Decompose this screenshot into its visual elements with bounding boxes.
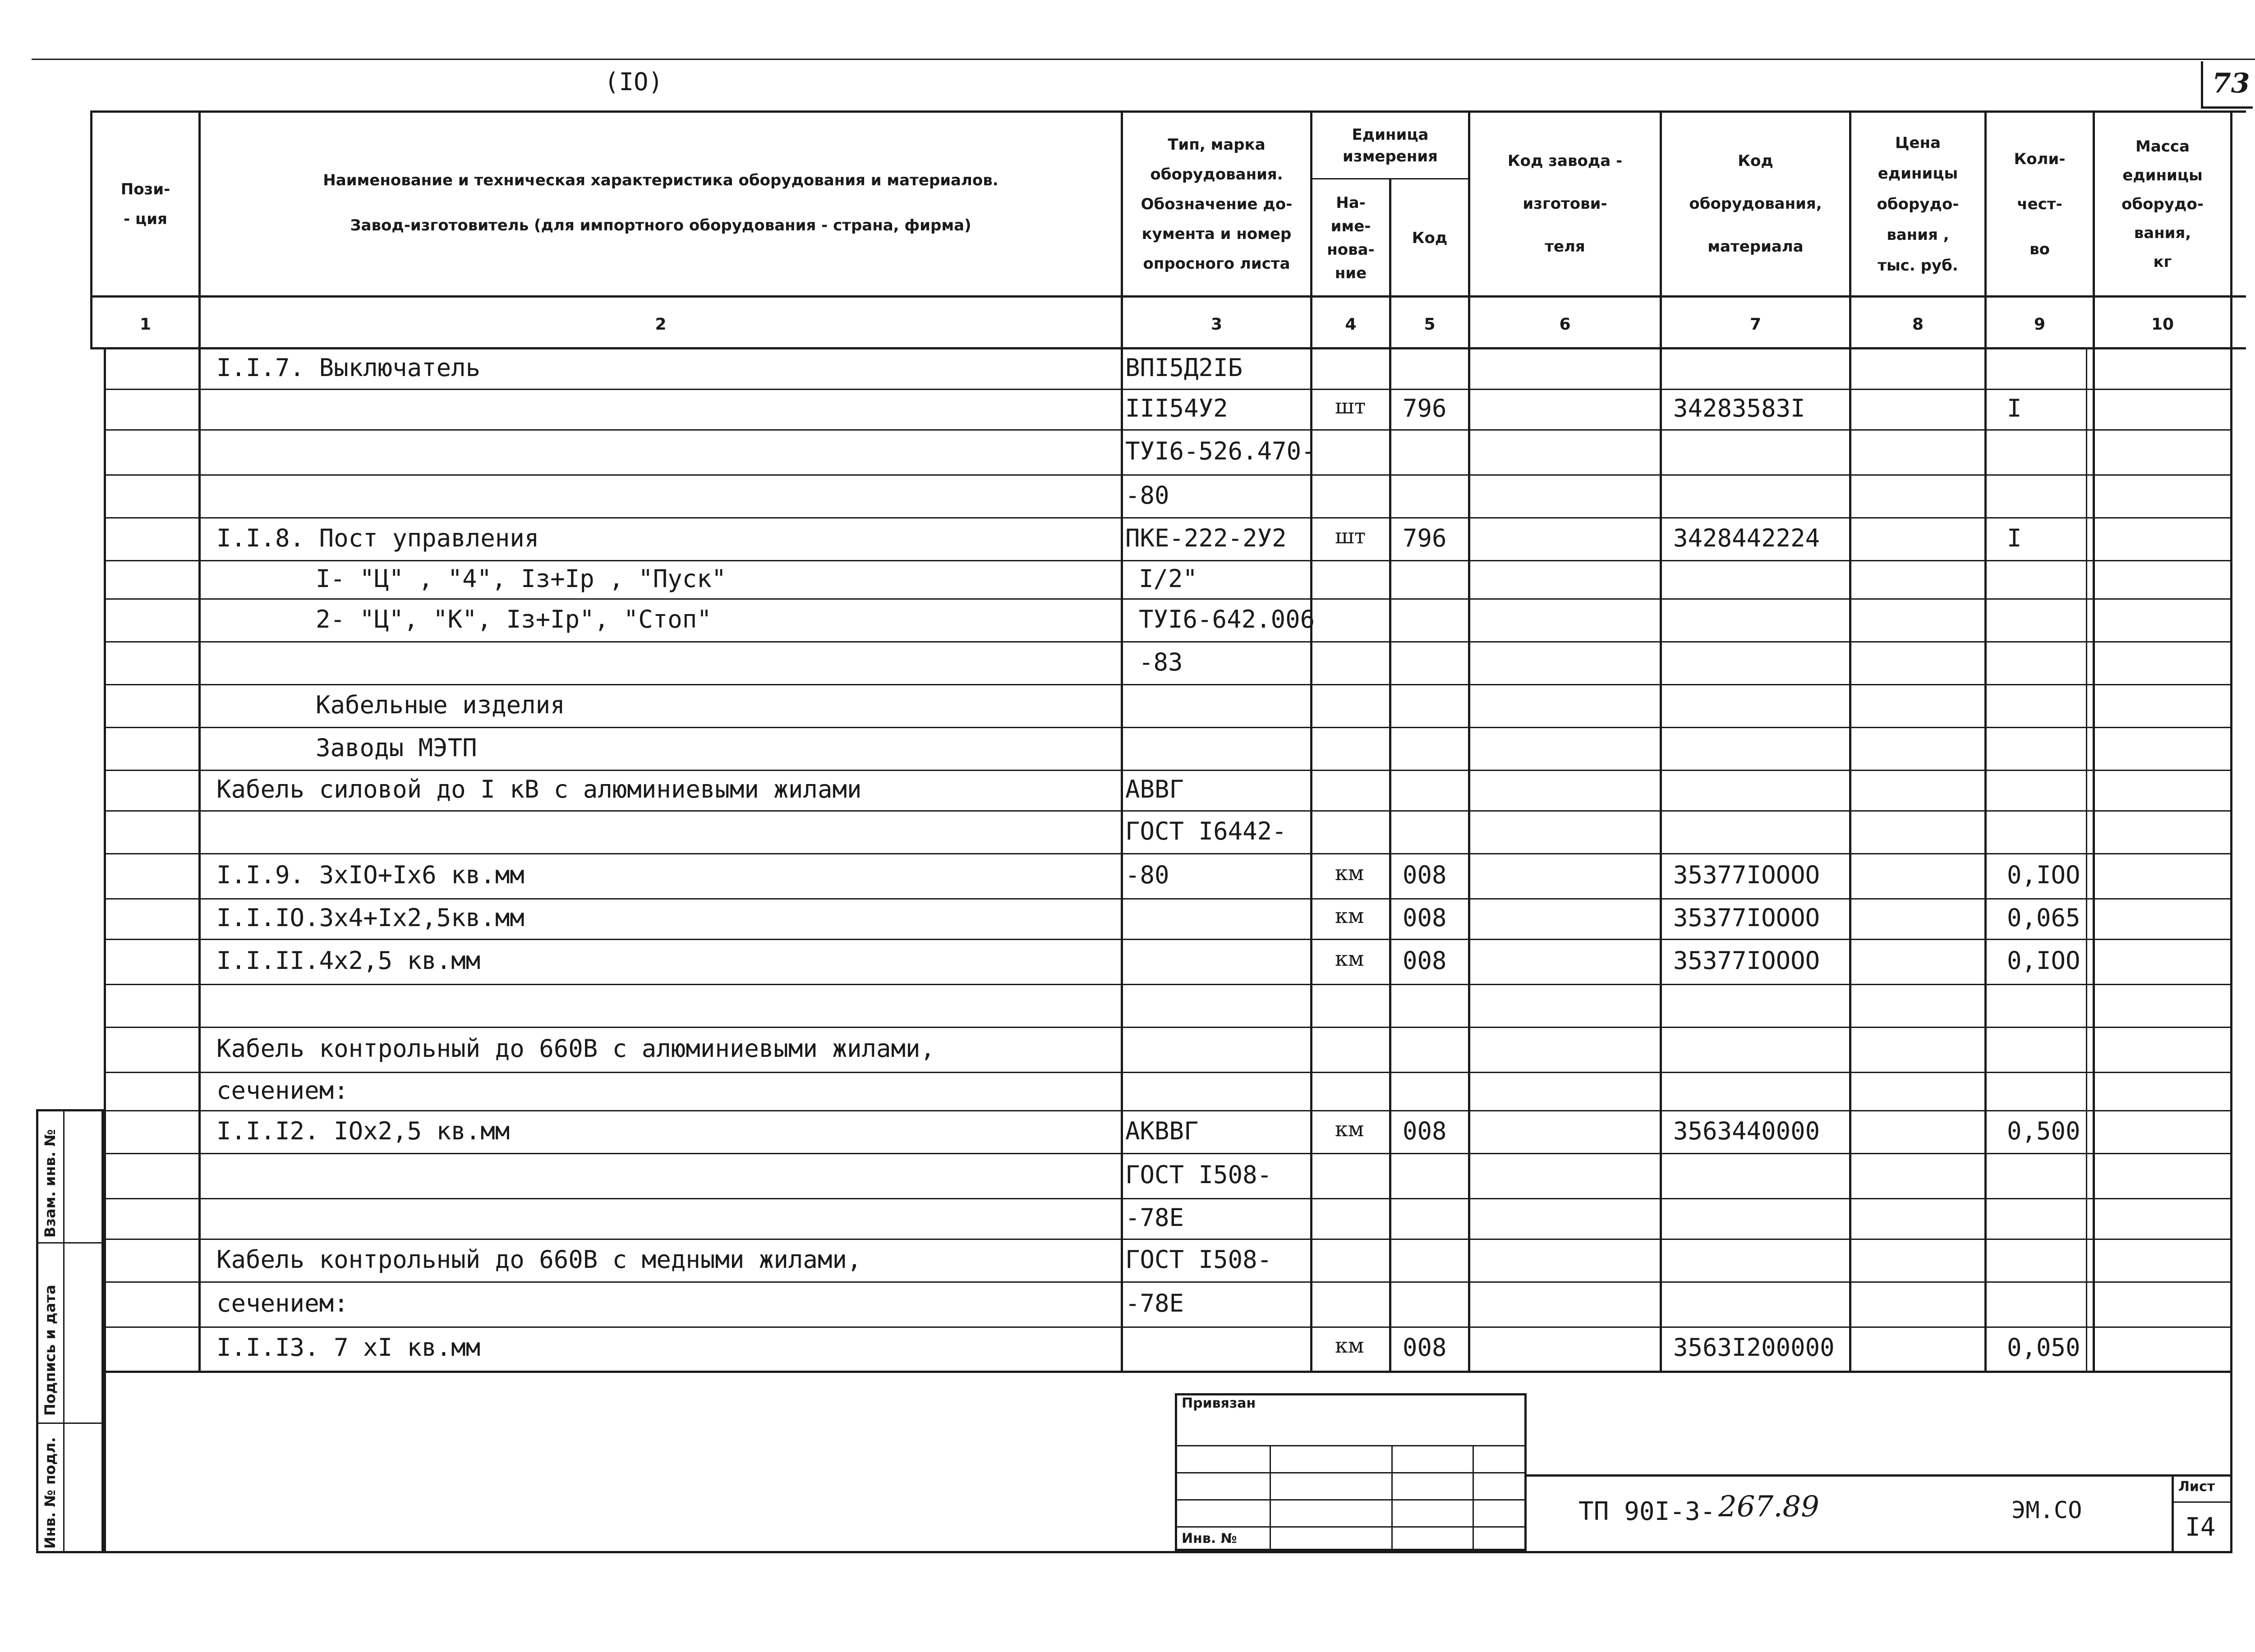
row-13-c3: -80: [1125, 861, 1169, 889]
header-unit-group: [1312, 113, 1468, 178]
header-price: [1851, 113, 1984, 295]
row-divider: [106, 474, 2230, 476]
row-divider: [106, 939, 2230, 940]
header-type-line5: опросного листа: [1143, 254, 1290, 273]
header-name-line1: Наименование и техническая характеристика оборудования и материалов.: [323, 171, 999, 189]
row-19-c3: АКВВГ: [1125, 1116, 1199, 1145]
row-2-c9: I: [2007, 394, 2022, 422]
row-15-c5: 008: [1403, 946, 1447, 975]
row-divider: [106, 1110, 2230, 1111]
row-divider: [106, 984, 2230, 985]
column-number-5: 5: [1424, 315, 1436, 334]
header-quantity-line3: во: [2030, 240, 2050, 258]
row-13-c5: 008: [1403, 861, 1447, 889]
row-19-c2: I.I.I2. IOx2,5 кв.мм: [216, 1116, 510, 1145]
header-price-line3: оборудо-: [1877, 195, 1959, 213]
row-14-c5: 008: [1403, 904, 1447, 932]
header-type: [1123, 113, 1310, 295]
side-stamp-inv-podl: Инв. № подл.: [41, 1437, 59, 1549]
row-14-c2: I.I.IO.3x4+Ix2,5кв.мм: [216, 904, 525, 932]
header-price-line5: тыс. руб.: [1878, 256, 1958, 275]
column-number-4: 4: [1345, 315, 1357, 334]
header-position-line2: - ция: [124, 210, 167, 228]
header-mass-line3: оборудо-: [2122, 195, 2204, 213]
row-23-c3: -78Е: [1125, 1289, 1184, 1317]
header-mass-line5: кг: [2153, 252, 2172, 271]
side-stamp-vzam: Взам. инв. №: [41, 1129, 59, 1238]
row-divider: [106, 560, 2230, 561]
row-5-c3: ПКЕ-222-2У2: [1125, 523, 1287, 552]
header-material-line2: оборудования,: [1689, 195, 1822, 213]
row-divider: [106, 641, 2230, 642]
row-2-c4: шт: [1335, 394, 1366, 418]
row-14-c4: км: [1335, 904, 1364, 928]
header-type-line1: Тип, марка: [1168, 135, 1266, 154]
row-17-c2: Кабель контрольный до 660В с алюминиевыми жилами,: [216, 1034, 935, 1063]
row-14-c7: 35377IOOOO: [1673, 904, 1820, 932]
header-unit-line1: Единица: [1352, 125, 1429, 144]
row-5-c2: I.I.8. Пост управления: [216, 523, 539, 552]
stamp-doc-code: ТП 90I-3-: [1578, 1497, 1716, 1526]
header-unit-name-line4: ние: [1335, 264, 1367, 282]
column-number-2: 2: [655, 315, 667, 334]
header-factory-line1: Код завода -: [1507, 152, 1623, 170]
row-divider: [106, 684, 2230, 685]
stamp-inv-label: Инв. №: [1182, 1531, 1237, 1546]
header-unit-line2: измерения: [1343, 147, 1438, 165]
header-type-line3: Обозначение до-: [1141, 195, 1293, 213]
column-number-7: 7: [1749, 315, 1762, 334]
row-divider: [106, 1072, 2230, 1073]
column-number-6: 6: [1559, 315, 1571, 334]
header-factory-code: [1470, 113, 1660, 295]
row-19-c7: 3563440000: [1673, 1116, 1820, 1145]
row-13-c7: 35377IOOOO: [1673, 861, 1820, 889]
row-2-c3: III54У2: [1125, 394, 1228, 422]
row-divider: [106, 853, 2230, 854]
row-4-c3: -80: [1125, 481, 1169, 509]
header-unit-code: Код: [1412, 229, 1448, 247]
row-divider: [106, 770, 2230, 771]
row-5-c7: 3428442224: [1673, 523, 1820, 552]
sheet-corner-number: 73: [2212, 68, 2250, 99]
row-divider: [106, 727, 2230, 728]
header-quantity: [1987, 113, 2093, 295]
header-material-line3: материала: [1707, 238, 1804, 256]
header-type-line4: кумента и номер: [1141, 225, 1292, 243]
row-15-c4: км: [1335, 946, 1364, 971]
row-divider: [106, 1281, 2230, 1283]
row-1-c2: I.I.7. Выключатель: [216, 353, 481, 382]
header-quantity-line1: Коли-: [2014, 150, 2066, 168]
header-material-line1: Код: [1738, 152, 1773, 170]
row-1-c3: ВПI5Д2IБ: [1125, 353, 1243, 382]
row-7-c3: ТУI6-642.006: [1139, 605, 1315, 633]
header-factory-line3: теля: [1545, 238, 1585, 256]
row-13-c2: I.I.9. 3xIO+Ix6 кв.мм: [216, 861, 525, 889]
row-6-c3: I/2": [1139, 564, 1198, 593]
row-21-c3: -78Е: [1125, 1203, 1184, 1232]
stamp-doc-code-handwritten: 267.89: [1718, 1490, 1819, 1524]
row-22-c3: ГОСТ I508-: [1125, 1245, 1272, 1274]
header-unit-name-line3: нова-: [1327, 240, 1375, 259]
stamp-doc-suffix: ЭМ.СО: [2011, 1497, 2082, 1524]
row-divider: [106, 1153, 2230, 1154]
row-divider: [106, 1198, 2230, 1199]
header-position-line1: Пози-: [120, 180, 170, 198]
row-divider: [106, 389, 2230, 390]
row-10-c2: Заводы МЭТП: [316, 733, 477, 762]
row-19-c10: 0,500: [2007, 1116, 2080, 1145]
header-quantity-line2: чест-: [2017, 195, 2062, 213]
row-13-c10: 0,IOO: [2007, 861, 2080, 889]
stamp-privyazan-label: Привязан: [1182, 1395, 1256, 1411]
row-2-c5: 796: [1403, 394, 1447, 422]
row-15-c10: 0,IOO: [2007, 946, 2080, 975]
row-20-c3: ГОСТ I508-: [1125, 1161, 1272, 1189]
row-24-c4: км: [1335, 1333, 1364, 1358]
row-divider: [106, 810, 2230, 812]
header-mass-line1: Масса: [2135, 137, 2190, 156]
row-6-c2: I- "Ц" , "4", Iз+Iр , "Пуск": [316, 564, 727, 593]
column-number-1: 1: [139, 315, 152, 334]
column-number-10: 10: [2151, 315, 2174, 334]
header-type-line2: оборудования.: [1150, 165, 1283, 184]
header-price-line2: единицы: [1878, 164, 1958, 183]
header-price-line1: Цена: [1895, 133, 1941, 152]
stamp-sheet-number: I4: [2185, 1513, 2216, 1542]
header-unit-name: [1312, 180, 1389, 295]
column-number-8: 8: [1912, 315, 1924, 334]
row-5-c4: шт: [1335, 523, 1366, 548]
row-23-c2: сечением:: [216, 1289, 349, 1317]
header-name-line2: Завод-изготовитель (для импортного оборудования - страна, фирма): [350, 216, 971, 234]
row-7-c2: 2- "Ц", "К", Iз+Iр", "Стоп": [316, 605, 712, 633]
row-divider: [106, 517, 2230, 519]
row-22-c2: Кабель контрольный до 660В с медными жилами,: [216, 1245, 862, 1274]
row-12-c3: ГОСТ I6442-: [1125, 817, 1287, 845]
header-mass: [2095, 113, 2230, 295]
row-24-c5: 008: [1403, 1333, 1447, 1362]
row-5-c9: I: [2007, 523, 2022, 552]
row-11-c3: АВВГ: [1125, 775, 1184, 803]
row-13-c4: км: [1335, 861, 1364, 885]
page-top-number: (IO): [604, 68, 663, 96]
row-14-c10: 0,065: [2007, 904, 2080, 932]
row-divider: [106, 429, 2230, 431]
row-24-c2: I.I.I3. 7 xI кв.мм: [216, 1333, 481, 1362]
header-mass-line4: вания,: [2134, 224, 2191, 242]
row-24-c10: 0,050: [2007, 1333, 2080, 1362]
column-number-3: 3: [1210, 315, 1223, 334]
row-divider: [106, 898, 2230, 899]
row-5-c5: 796: [1403, 523, 1447, 552]
row-18-c2: сечением:: [216, 1076, 349, 1105]
header-position: [92, 113, 198, 295]
row-divider: [106, 1027, 2230, 1028]
row-15-c2: I.I.II.4x2,5 кв.мм: [216, 946, 481, 975]
row-divider: [106, 1239, 2230, 1240]
stamp-sheet-label: Лист: [2178, 1479, 2215, 1495]
row-divider: [106, 1326, 2230, 1328]
header-name: [201, 113, 1121, 293]
header-unit-name-line2: име-: [1330, 217, 1371, 235]
row-9-c2: Кабельные изделия: [316, 690, 565, 719]
column-number-9: 9: [2034, 315, 2046, 334]
row-divider: [106, 598, 2230, 600]
side-stamp-podpis: Подпись и дата: [41, 1285, 59, 1416]
row-8-c3: -83: [1139, 647, 1183, 676]
header-material-code: [1662, 113, 1849, 295]
row-11-c2: Кабель силовой до I кВ с алюминиевыми жилами: [216, 775, 862, 803]
inner-divider: [2086, 349, 2087, 1371]
row-19-c5: 008: [1403, 1116, 1447, 1145]
header-mass-line2: единицы: [2122, 166, 2203, 184]
row-15-c7: 35377IOOOO: [1673, 946, 1820, 975]
row-19-c4: км: [1335, 1116, 1364, 1141]
row-3-c3: ТУI6-526.470-: [1125, 437, 1316, 465]
header-price-line4: вания ,: [1887, 225, 1949, 244]
header-unit-name-line1: На-: [1336, 193, 1366, 212]
header-factory-line2: изготови-: [1523, 195, 1607, 213]
row-24-c7: 3563I200000: [1673, 1333, 1835, 1362]
row-2-c7: 34283583I: [1673, 394, 1805, 422]
